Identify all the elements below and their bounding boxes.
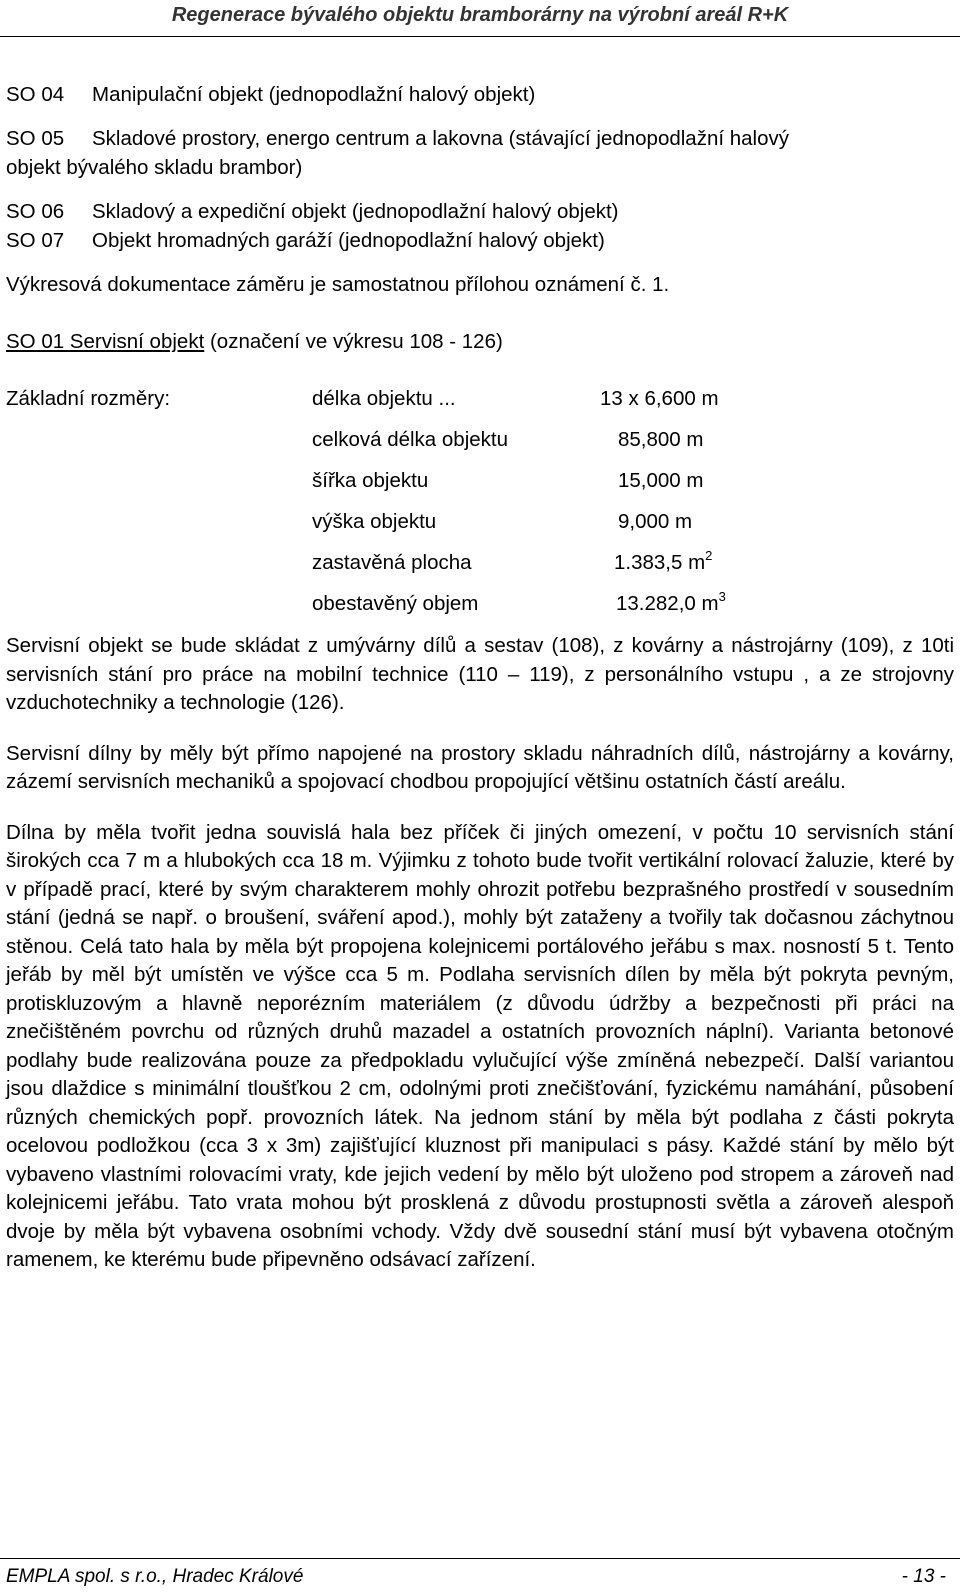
dimension-name: výška objektu [312,510,437,533]
document-body [6,80,954,1275]
dimension-name: zastavěná plocha [312,551,472,574]
object-code: SO 06 [6,200,65,223]
section-title: SO 01 Servisní objekt [6,330,205,353]
dimension-value: 9,000 m [618,510,693,533]
dimension-row [312,548,712,577]
object-item-so05 [6,124,954,153]
object-code: SO 07 [6,229,65,252]
object-description: Skladové prostory, energo centrum a lakovna (stávající jednopodlažní halový [92,127,790,150]
dimension-name: délka objektu ... [312,387,456,410]
footer-divider [0,1558,960,1559]
footer-company: EMPLA spol. s r.o., Hradec Králové [6,1566,304,1587]
dimensions-label: Základní rozměry: [6,387,171,410]
paragraph-service-building: Servisní objekt se bude skládat z umývárny dílů a sestav (108), z kovárny a nástrojárny (109), z 10ti servisních stání pro práce na mobilní technice (110 – 119), z personálního vstupu , a ze strojovny vzduchotechniky a technologie (126). [6,634,954,714]
dimension-row [312,384,719,413]
footer-page-number: - 13 - [901,1566,946,1587]
unit-exponent: 3 [718,589,726,604]
object-item-so07 [6,226,954,255]
object-item-so04 [6,80,954,109]
header-divider [0,36,960,37]
drawing-note: Výkresová dokumentace záměru je samostatnou přílohou oznámení č. 1. [6,273,670,296]
object-description: Skladový a expediční objekt (jednopodlažní halový objekt) [92,200,619,223]
object-item-so05-continuation: objekt bývalého skladu brambor) [6,156,303,179]
dimension-row [312,466,703,495]
paragraph-service-workshops: Servisní dílny by měly být přímo napojené na prostory skladu náhradních dílů, nástrojárny a kovárny, zázemí servisních mechaniků a spojovací chodbou propojující většinu ostatních částí areálu. [6,741,954,793]
object-description: Objekt hromadných garáží (jednopodlažní halový objekt) [92,229,605,252]
dimension-value: 13.282,0 m [616,592,719,615]
object-item-so06 [6,197,954,226]
unit-exponent: 2 [705,548,713,563]
paragraph-workshop-hall: Dílna by měla tvořit jedna souvislá hala bez příček či jiných omezení, v počtu 10 servisních stání širokých cca 7 m a hlubokých cca 18 m. Výjimku z tohoto bude tvořit vertikální rolovací žaluzie, které by v případě prací, které by svým charakterem mohly ohrozit potřebu bezprašného prostředí v sousedním stání (jedná se např. o broušení, sváření apod.), mohly být zataženy a tvořily tak dočasnou záchytnou stěnou. Celá tato hala by měla být propojena kolejnicemi portálového jeřábu s max. nosností 5 t. Tento jeřáb by měl být umístěn ve výšce cca 5 m. Podlaha servisních dílen by měla být pokryta pevným, protiskluzovým a hlavně neporézním materiálem (z důvodu údržby a bezpečnosti při práci na znečištěném povrchu od různých druhů mazadel a ostatních provozních náplní). Varianta betonové podlahy bude realizována pouze za předpokladu vylučující výše zmíněná nebezpečí. Další variantou jsou dlaždice s minimální tloušťkou 2 cm, odolnými proti znečišťování, fyzickému namáhání, působení různých chemických popř. provozních látek. Na jednom stání by měla být podlaha z části pokryta ocelovou podložkou (cca 3 x 3m) zajišťující kluznost při manipulaci s pásy. Každé stání by mělo být vybaveno vlastními rolovacími vraty, kde jejich vedení by mělo být uloženo pod stropem a zároveň nad kolejnicemi jeřábu. Tato vrata mohou být prosklená z důvodu prostupnosti světla a zároveň alespoň dvoje by měla být vybavena osobními vchody. Vždy dvě sousední stání musí být vybavena otočným ramenem, ke kterému bude připevněno odsávací zařízení. [6,820,954,1271]
dimension-value: 13 x 6,600 m [600,387,719,410]
dimension-value: 85,800 m [618,428,704,451]
dimension-row [312,425,703,454]
dimension-row [312,507,692,536]
section-subtitle: (označení ve výkresu 108 - 126) [204,330,503,353]
section-heading [6,327,954,356]
dimensions-table [6,384,954,632]
page-header-title: Regenerace bývalého objektu bramborárny na výrobní areál R+K [171,4,789,26]
object-code: SO 05 [6,127,65,150]
object-code: SO 04 [6,83,65,106]
dimension-value: 1.383,5 m [614,551,706,574]
object-description: Manipulační objekt (jednopodlažní halový objekt) [92,83,536,106]
dimension-value: 15,000 m [618,469,704,492]
dimension-row [312,589,726,618]
dimension-name: obestavěný objem [312,592,479,615]
dimension-name: celková délka objektu [312,428,509,451]
dimension-name: šířka objektu [312,469,429,492]
